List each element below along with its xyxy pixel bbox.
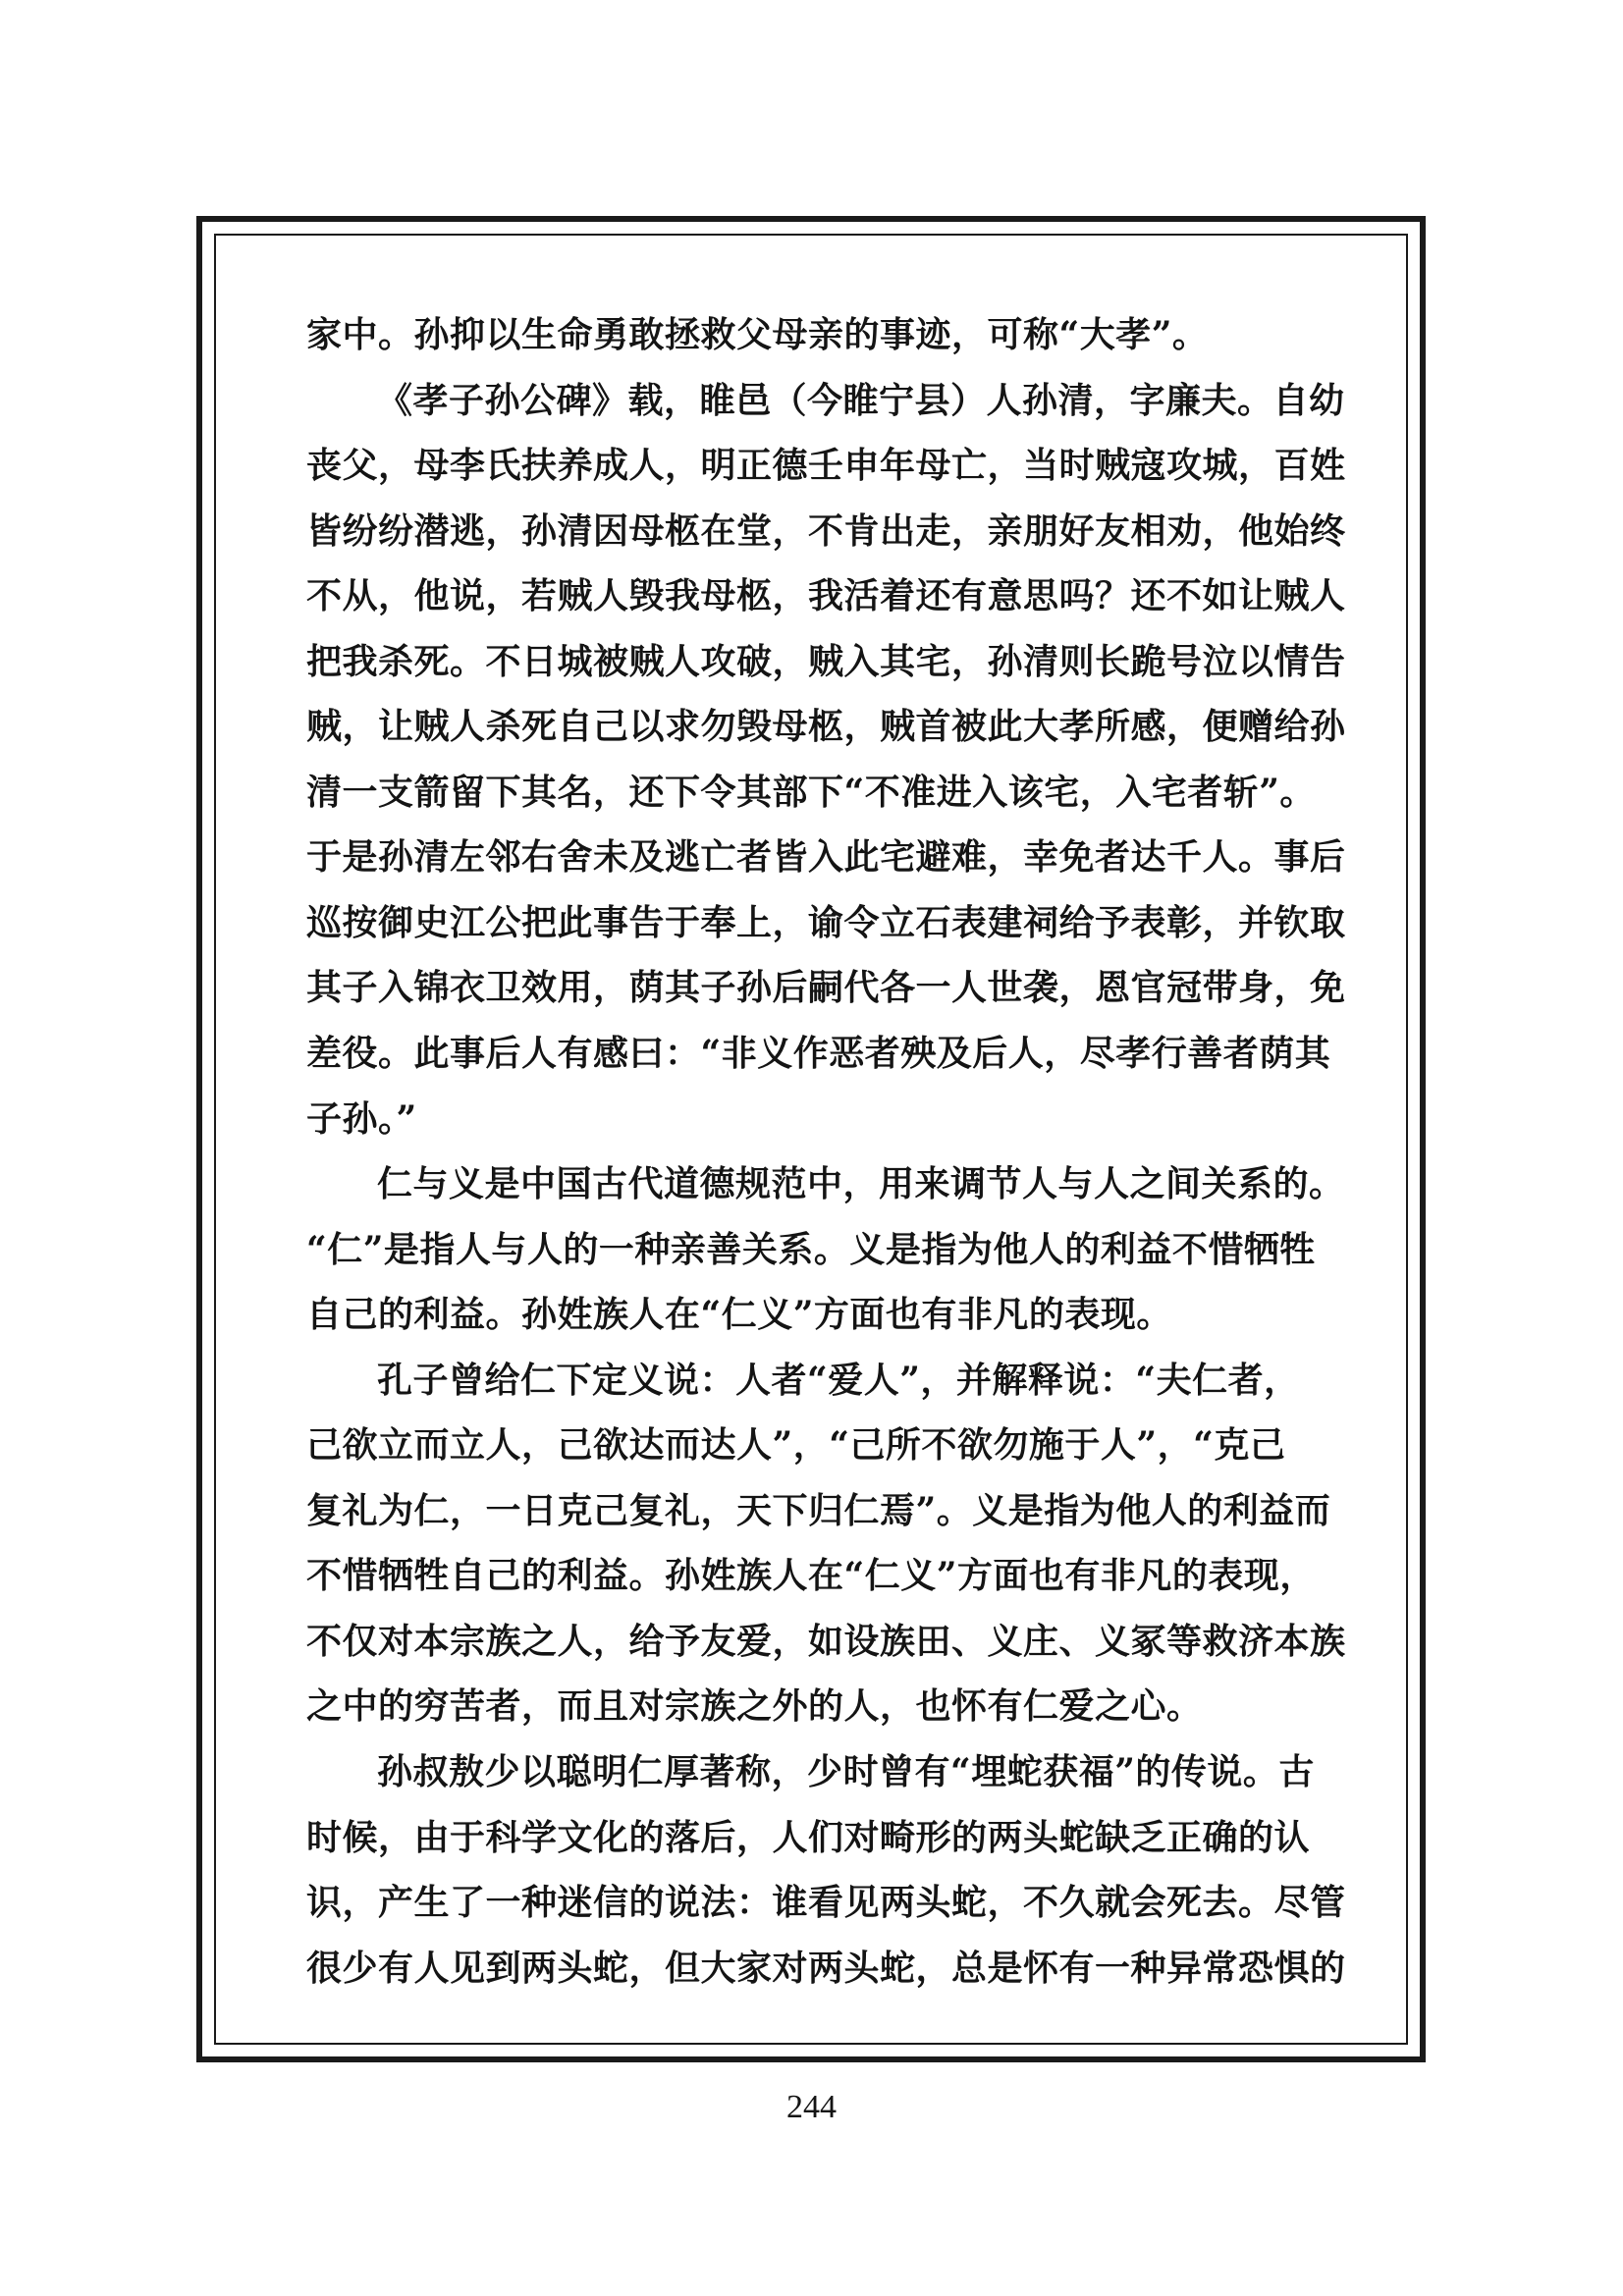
text-line: 孔子曾给仁下定义说：人者“爱人”，并解释说：“夫仁者， <box>377 1359 1300 1401</box>
text-line: 《孝子孙公碑》载，睢邑（今睢宁县）人孙清，字廉夫。自幼 <box>377 379 1345 421</box>
text-line: 把我杀死。不日城被贼人攻破，贼入其宅，孙清则长跪号泣以情告 <box>306 640 1346 682</box>
text-line: 己欲立而立人，己欲达而达人”，“己所不欲勿施于人”，“克己 <box>306 1424 1286 1467</box>
text-line: 于是孙清左邻右舍未及逃亡者皆入此宅避难，幸免者达千人。事后 <box>306 836 1346 879</box>
text-line: 贼，让贼人杀死自己以求勿毁母柩，贼首被此大孝所感，便赠给孙 <box>306 706 1346 748</box>
page-frame-outer <box>196 216 1426 2062</box>
text-line: 差役。此事后人有感曰：“非义作恶者殃及后人，尽孝行善者荫其 <box>306 1033 1331 1075</box>
text-line: 之中的穷苦者，而且对宗族之外的人，也怀有仁爱之心。 <box>306 1685 1203 1728</box>
text-line: 子孙。” <box>306 1097 417 1140</box>
text-line: 丧父，母李氏扶养成人，明正德壬申年母亡，当时贼寇攻城，百姓 <box>306 445 1346 487</box>
text-line: 不仅对本宗族之人，给予友爱，如设族田、义庄、义冢等救济本族 <box>306 1620 1346 1662</box>
text-line: 巡按御史江公把此事告于奉上，谕令立石表建祠给予表彰，并钦取 <box>306 901 1346 943</box>
text-line: 复礼为仁，一日克己复礼，天下归仁焉”。义是指为他人的利益而 <box>306 1489 1331 1531</box>
text-line: 皆纷纷潜逃，孙清因母柩在堂，不肯出走，亲朋好友相劝，他始终 <box>306 509 1346 552</box>
text-line: 时候，由于科学文化的落后，人们对畸形的两头蛇缺乏正确的认 <box>306 1816 1311 1858</box>
text-line: 仁与义是中国古代道德规范中，用来调节人与人之间关系的。 <box>377 1163 1345 1205</box>
body-text <box>306 306 1346 2004</box>
text-line: 其子入锦衣卫效用，荫其子孙后嗣代各一人世袭，恩官冠带身，免 <box>306 967 1346 1009</box>
text-line: 很少有人见到两头蛇，但大家对两头蛇，总是怀有一种异常恐惧的 <box>306 1947 1346 1989</box>
text-line: “仁”是指人与人的一种亲善关系。义是指为他人的利益不惜牺牲 <box>306 1228 1316 1270</box>
page-frame-inner <box>214 234 1408 2045</box>
page-number: 244 <box>786 2089 837 2125</box>
text-line: 自己的利益。孙姓族人在“仁义”方面也有非凡的表现。 <box>306 1294 1172 1336</box>
text-line: 清一支箭留下其名，还下令其部下“不准进入该宅，入宅者斩”。 <box>306 771 1316 813</box>
text-line: 孙叔敖少以聪明仁厚著称，少时曾有“埋蛇获福”的传说。古 <box>377 1751 1315 1793</box>
text-line: 识，产生了一种迷信的说法：谁看见两头蛇，不久就会死去。尽管 <box>306 1882 1346 1924</box>
text-line: 不从，他说，若贼人毁我母柩，我活着还有意思吗？还不如让贼人 <box>306 575 1346 617</box>
text-line: 家中。孙抑以生命勇敢拯救父母亲的事迹，可称“大孝”。 <box>306 314 1209 355</box>
text-line: 不惜牺牲自己的利益。孙姓族人在“仁义”方面也有非凡的表现， <box>306 1555 1316 1597</box>
